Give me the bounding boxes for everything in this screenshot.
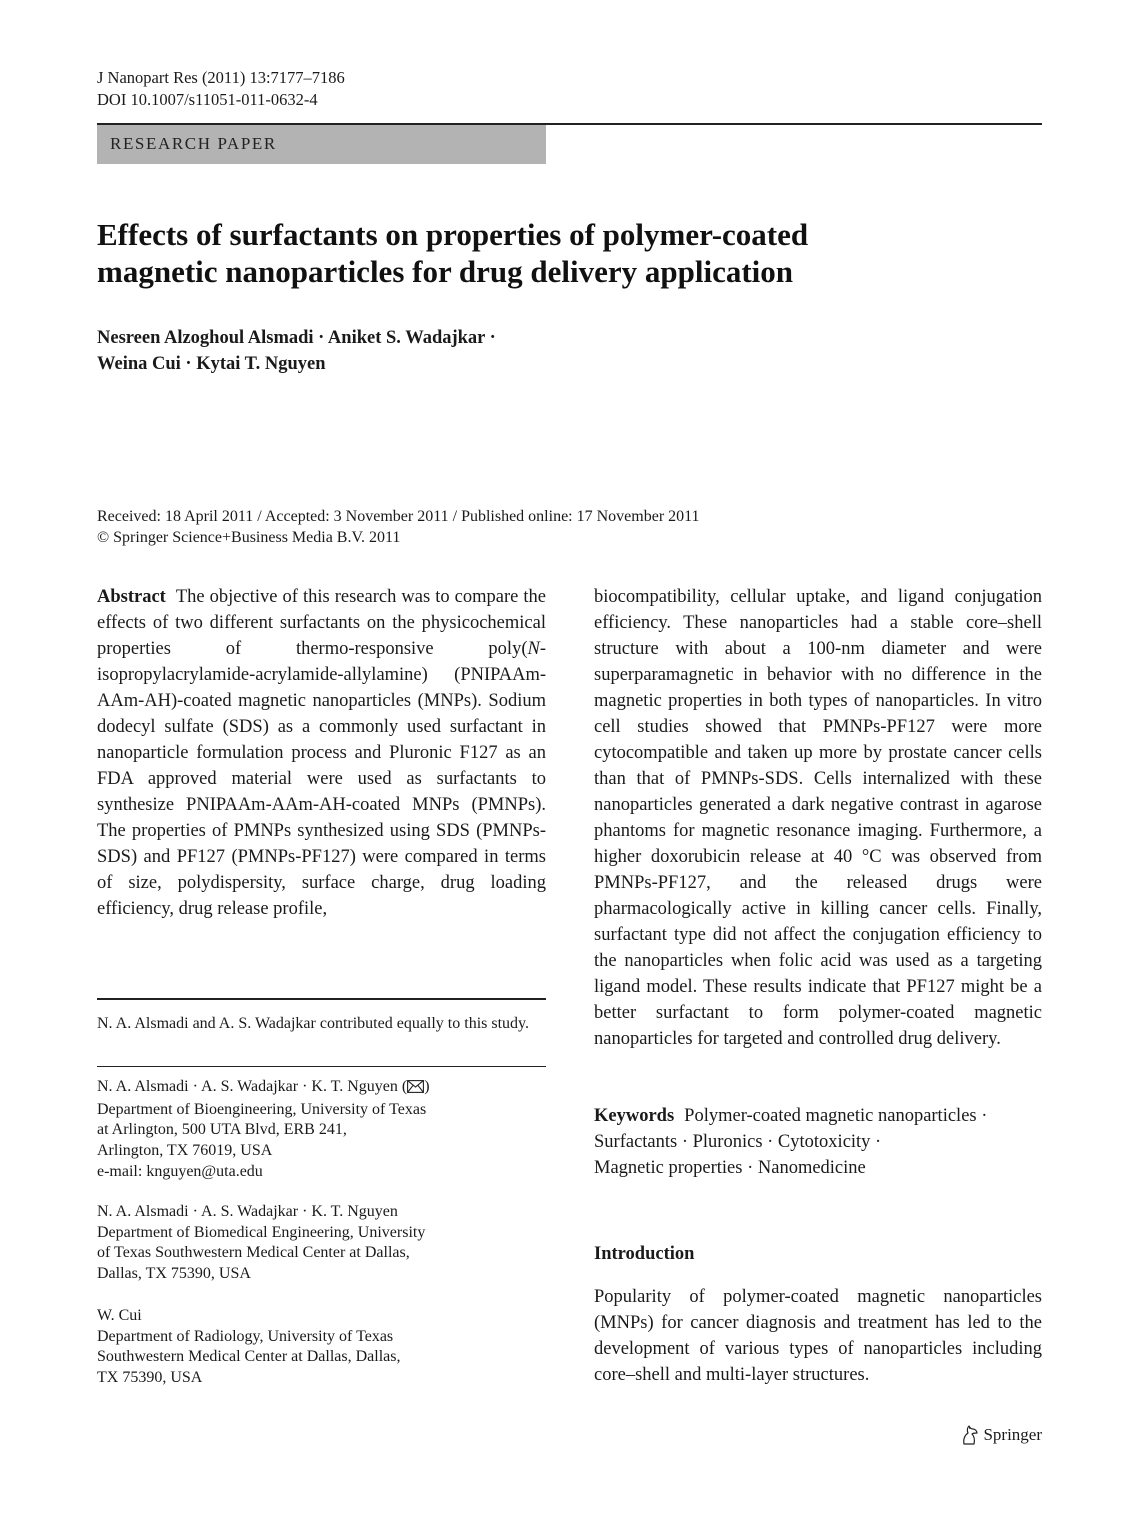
keywords-line-1: Polymer-coated magnetic nanoparticles · — [684, 1106, 988, 1126]
paper-title — [97, 216, 997, 290]
footnote-rule — [97, 998, 546, 1000]
affil2-line-3: Dallas, TX 75390, USA — [97, 1265, 251, 1283]
springer-horse-icon — [961, 1425, 979, 1445]
journal-citation: J Nanopart Res (2011) 13:7177–7186 — [97, 68, 345, 87]
affiliation-3 — [97, 1306, 546, 1389]
affil3-line-2: Southwestern Medical Center at Dallas, Dallas, — [97, 1348, 401, 1366]
keywords-line-2: Surfactants · Pluronics · Cytotoxicity · — [594, 1132, 882, 1152]
affiliation-1 — [97, 1077, 546, 1183]
abstract-right — [594, 584, 1042, 1052]
author-list — [97, 325, 617, 377]
abstract-left — [97, 584, 546, 922]
publisher-logo — [961, 1424, 1042, 1446]
affil3-line-1: Department of Radiology, University of Texas — [97, 1327, 394, 1345]
abstract-text-3: biocompatibility, cellular uptake, and ligand conjugation efficiency. These nanoparticles had a stable core–shell structure with about a 100-nm diameter and were superparamagnetic in behavior with no difference in the magnetic properties in both types of nanoparticles. In vitro cell studies showed that PMNPs-PF127 were more cytocompatible and taken up more by prostate cancer cells than that of PMNPs-SDS. Cells internalized with these nanoparticles generated a dark negative contrast in agarose phantoms for magnetic resonance imaging. Furthermore, a higher doxorubicin release at 40 °C was observed from PMNPs-PF127, and the released drugs were pharmacologically active in killing cancer cells. Finally, surfactant type did not affect the conjugation efficiency to the nanoparticles when folic acid was used as a targeting ligand model. These results indicate that PF127 might be a better surfactant to form polymer-coated magnetic nanoparticles for targeted and controlled drug delivery. — [594, 587, 1042, 1049]
affil3-line-3: TX 75390, USA — [97, 1369, 203, 1387]
journal-info — [97, 67, 345, 111]
section-banner: RESEARCH PAPER — [97, 125, 546, 164]
title-line-1: Effects of surfactants on properties of polymer-coated — [97, 217, 809, 252]
publisher-name: Springer — [983, 1425, 1042, 1444]
introduction-heading: Introduction — [594, 1244, 695, 1264]
affil1-email[interactable]: e-mail: knguyen@uta.edu — [97, 1162, 263, 1180]
affil1-line-2: at Arlington, 500 UTA Blvd, ERB 241, — [97, 1121, 347, 1139]
abstract-text-2: -isopropylacrylamide-acrylamide-allylamine) (PNIPAAm-AAm-AH)-coated magnetic nanoparticles (MNPs). Sodium dodecyl sulfate (SDS) as a commonly used surfactant in nanoparticle formulation process and Pluronic F127 as an FDA approved material were used as surfactants to synthesize PNIPAAm-AAm-AH-coated MNPs (PMNPs). The properties of PMNPs synthesized using SDS (PMNPs-SDS) and PF127 (PMNPs-PF127) were compared in terms of size, polydispersity, surface charge, drug loading efficiency, drug release profile, — [97, 639, 546, 919]
affil1-authors-end: ) — [424, 1078, 430, 1095]
affiliation-rule — [97, 1066, 546, 1067]
abstract-italic-n: N — [527, 639, 540, 659]
affil3-authors: W. Cui — [97, 1307, 142, 1324]
keywords-line-3: Magnetic properties · Nanomedicine — [594, 1158, 866, 1178]
equal-contribution-note: N. A. Alsmadi and A. S. Wadajkar contributed equally to this study. — [97, 1015, 529, 1032]
introduction-text: Popularity of polymer-coated magnetic nanoparticles (MNPs) for cancer diagnosis and treatment has led to the development of various types of nanoparticles including core–shell and multi-layer structures. — [594, 1287, 1042, 1385]
keywords — [594, 1103, 1042, 1181]
abstract-text-1: The objective of this research was to compare the effects of two different surfactants on the physicochemical properties of thermo-responsive poly( — [97, 587, 546, 659]
affil1-line-1: Department of Bioengineering, University of Texas — [97, 1100, 427, 1118]
affil2-line-1: Department of Biomedical Engineering, University — [97, 1223, 426, 1241]
affil1-authors: N. A. Alsmadi · A. S. Wadajkar · K. T. Nguyen ( — [97, 1078, 408, 1095]
keywords-label: Keywords — [594, 1106, 675, 1126]
history-dates: Received: 18 April 2011 / Accepted: 3 November 2011 / Published online: 17 November 2011 — [97, 508, 700, 525]
publication-dates — [97, 506, 700, 548]
affil1-line-3: Arlington, TX 76019, USA — [97, 1142, 273, 1160]
authors-line-1: Nesreen Alzoghoul Alsmadi · Aniket S. Wadajkar · — [97, 328, 496, 348]
doi: DOI 10.1007/s11051-011-0632-4 — [97, 90, 318, 109]
affil2-line-2: of Texas Southwestern Medical Center at Dallas, — [97, 1244, 410, 1262]
authors-line-2: Weina Cui · Kytai T. Nguyen — [97, 354, 326, 374]
envelope-icon[interactable] — [407, 1079, 424, 1100]
affil2-authors: N. A. Alsmadi · A. S. Wadajkar · K. T. Nguyen — [97, 1203, 398, 1220]
copyright: © Springer Science+Business Media B.V. 2011 — [97, 529, 401, 546]
title-line-2: magnetic nanoparticles for drug delivery application — [97, 254, 794, 289]
affiliation-2 — [97, 1202, 546, 1285]
abstract-label: Abstract — [97, 587, 166, 607]
